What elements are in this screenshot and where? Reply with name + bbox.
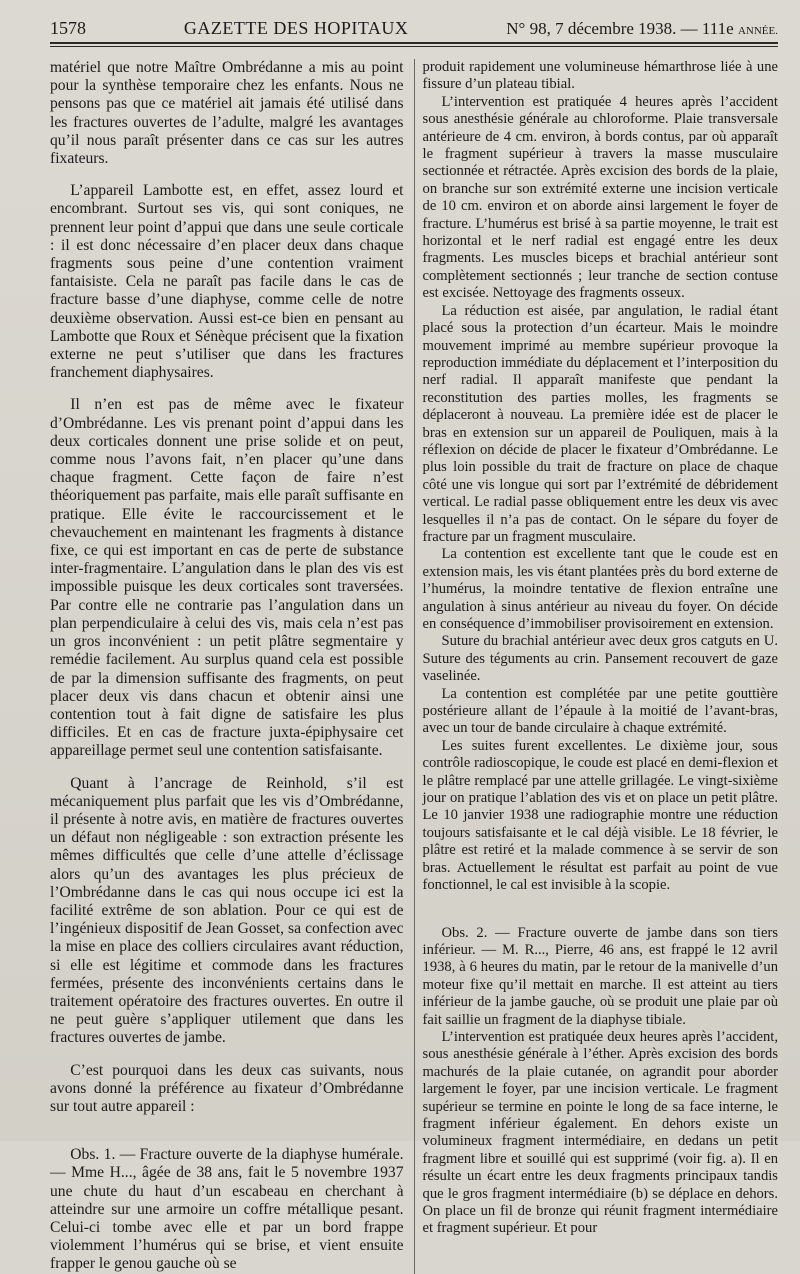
paragraph: La réduction est aisée, par angulation, le radial étant placé sous la protection d’un écarteur. Mais le moindre mouvement imprimé au membre supérieur provoque la reproduction immédiate du déplacement et l’interposition du nerf radial. Il apparaît manifeste que pendant la reconstitution des parties molles, les fragments se déplaceront à nouveau. La première idée est de placer le bras en extension sur un appareil de Pouliquen, mais à la réflexion on décide de placer le fixateur d’Ombrédanne. Le plus loin possible du trait de fracture on place de chaque côté une vis longue qui sort par l’extrémité de débridement vertical. Le radial passe obliquement entre les deux vis avec lesquelles il n’a pas de contact. On le sépare du foyer de fracture par un fragment musculaire. — [422, 302, 778, 545]
page-header — [50, 18, 778, 42]
left-column — [50, 59, 404, 1274]
page-number: 1578 — [50, 18, 86, 38]
paragraph: C’est pourquoi dans les deux cas suivants, nous avons donné la préférence au fixateur d’Ombrédanne sur tout autre appareil : — [50, 1061, 404, 1115]
right-column — [414, 59, 778, 1274]
paragraph: Les suites furent excellentes. Le dixième jour, sous contrôle radioscopique, le coude est placé en demi-flexion et le plâtre remplacé par une attelle grillagée. Le vingt-sixième jour on pratique l’ablation des vis et on place un petit plâtre. Le 10 janvier 1938 une radiographie montre une réduction toujours satisfaisante et le cal déjà visible. Le 18 février, le plâtre est retiré et la malade commence à se servir de son bras. Actuellement le résultat est parfait au point de vue fonctionnel, le cal est invisible à la scopie. — [422, 737, 778, 894]
issue-info — [506, 19, 778, 39]
paragraph: Il n’en est pas de même avec le fixateur d’Ombrédanne. Les vis prenant point d’appui dans les deux corticales donnent une prise solide et on peut, comme nous l’avons fait, n’en placer qu’une dans chaque fragment. Cette façon de faire n’est théoriquement pas parfaite, mais elle paraît suffisante en pratique. Elle évite le raccourcissement et le chevauchement en maintenant les fragments à distance fixe, ce qui est important en cas de perte de substance inter-fragmentaire. L’angulation dans le plan des vis est impossible puisque les deux corticales sont traversées. Par contre elle ne contrarie pas l’angulation dans un plan perpendiculaire à celui des vis, mais cela n’est pas un gros inconvénient : un petit plâtre segmentaire y remédie facilement. Au surplus quand cela est possible de par la dimension suffisante des fragments, on peut placer deux vis dans chacun et obtenir ainsi une contention tout à fait digne de satisfaire les plus difficiles. Et en cas de fracture juxta-épiphysaire cet appareillage permet seul une contention satisfaisante. — [50, 396, 404, 760]
paragraph: matériel que notre Maître Ombrédanne a mis au point pour la synthèse temporaire chez les enfants. Nous ne pensons pas que ce matériel ait jamais été utilisé dans les fractures ouvertes de l’adulte, malgré les avantages qu’il nous paraît présenter dans ce cas sur les autres fixateurs. — [50, 59, 404, 168]
paragraph: Quant à l’ancrage de Reinhold, s’il est mécaniquement plus parfait que les vis d’Ombrédanne, il présente à notre avis, en matière de fractures ouvertes un défaut non négligeable : son extraction présente les mêmes difficultés que celle d’une attelle d’éclissage alors qu’un des avantages les plus précieux de l’Ombrédanne dans le cas qui nous occupe ici est la facilité extrême de son ablation. Pour ce qui est de l’ingénieux dispositif de Jean Gosset, sa confection avec la mise en place des colliers circulaires avant réduction, si elle est légitime et commode dans les fractures fermées, présente des inconvénients certains dans le traitement opératoire des fractures ouvertes. En outre il ne peut guère s’appliquer utilement que dans les fractures ouvertes de jambe. — [50, 774, 404, 1047]
observation-2: Obs. 2. — Fracture ouverte de jambe dans son tiers inférieur. — M. R..., Pierre, 46 ans, est frappé le 12 avril 1938, à 6 heures du matin, par le retour de la manivelle d’un moteur fixe qu’il mettait en marche. Il est atteint au tiers inférieur de la jambe gauche, où se produit une plaie par où fait saillie un fragment de la diaphyse tibiale. — [422, 924, 778, 1028]
paragraph: L’intervention est pratiquée deux heures après l’accident, sous anesthésie générale à l’éther. Après excision des bords machurés de la plaie cutanée, on agrandit pour aborder largement le foyer, par une incision verticale. Le fragment supérieur se termine en pointe le long de sa face interne, le fragment inférieur également. En dehors existe un volumineux fragment intermédiaire, en dedans un petit fragment libre et souillé qui est supprimé (voir fig. a). Il en résulte un écart entre les deux fragments principaux tandis que le gros fragment intermédiaire (b) se déplace en dehors. On place un fil de bronze qui réunit fragment intermédiaire et fragment supérieur. Et pour — [422, 1028, 778, 1237]
observation-1: Obs. 1. — Fracture ouverte de la diaphyse humérale. — Mme H..., âgée de 38 ans, fait le 5 novembre 1937 une chute du haut d’un escabeau en cherchant à atteindre sur une armoire un coffre métallique pesant. Celui-ci tombe avec elle et par un bord frappe violemment l’humérus qui se brise, et vient ensuite frapper le genou gauche où se — [50, 1146, 404, 1273]
year-label: ANNÉE. — [737, 25, 778, 37]
journal-title: GAZETTE DES HOPITAUX — [183, 18, 409, 38]
header-rule — [50, 42, 778, 47]
article-body — [50, 59, 778, 1274]
issue-date: N° 98, 7 décembre 1938. — 111e — [506, 19, 734, 38]
paragraph: La contention est excellente tant que le coude est en extension mais, les vis étant plantées près du bord externe de l’humérus, la moindre tentative de flexion entraîne une angulation à sinus antérieur au niveau du foyer. On décide en conséquence d’immobiliser provisoirement en extension. — [422, 546, 778, 632]
paragraph: Suture du brachial antérieur avec deux gros catguts en U. Suture des téguments au crin. Pansement recouvert de gaze vaselinée. — [422, 633, 778, 685]
paragraph: L’intervention est pratiquée 4 heures après l’accident sous anesthésie générale au chloroforme. Plaie transversale antérieure de 4 cm. environ, à bords contus, par où apparaît le fragment supérieur à travers la masse musculaire sectionnée et rétractée. Après excision des bords de la plaie, on branche sur son extrémité externe une incision verticale de 10 cm. environ et on aborde ainsi largement le foyer de fracture. L’humérus est brisé à sa partie moyenne, le trait est horizontal et le nerf radial est engagé entre les deux fragments. Les muscles biceps et brachial antérieur sont complètement sectionnés ; leur tranche de section contuse est excisée. Nettoyage des fragments osseux. — [422, 93, 778, 302]
paragraph: produit rapidement une volumineuse hémarthrose liée à une fissure d’un plateau tibial. — [422, 59, 778, 93]
paragraph: La contention est complétée par une petite gouttière postérieure allant de l’épaule à la moitié de l’avant-bras, avec un tour de bande circulaire à chaque extrémité. — [422, 685, 778, 737]
paragraph: L’appareil Lambotte est, en effet, assez lourd et encombrant. Surtout ses vis, qui sont coniques, ne prennent leur point d’appui que dans une seule corticale : il est donc nécessaire d’en placer deux dans chaque fragments sous peine d’une contention vraiment fantaisiste. Cela ne paraît pas facile dans le cas de fracture basse d’une diaphyse, comme celle de notre deuxième observation. Aussi est-ce bien en pensant au Lambotte que Roux et Sénèque précisent que la fixation externe ne peut s’utiliser que dans les fractures franchement diaphysaires. — [50, 182, 404, 382]
